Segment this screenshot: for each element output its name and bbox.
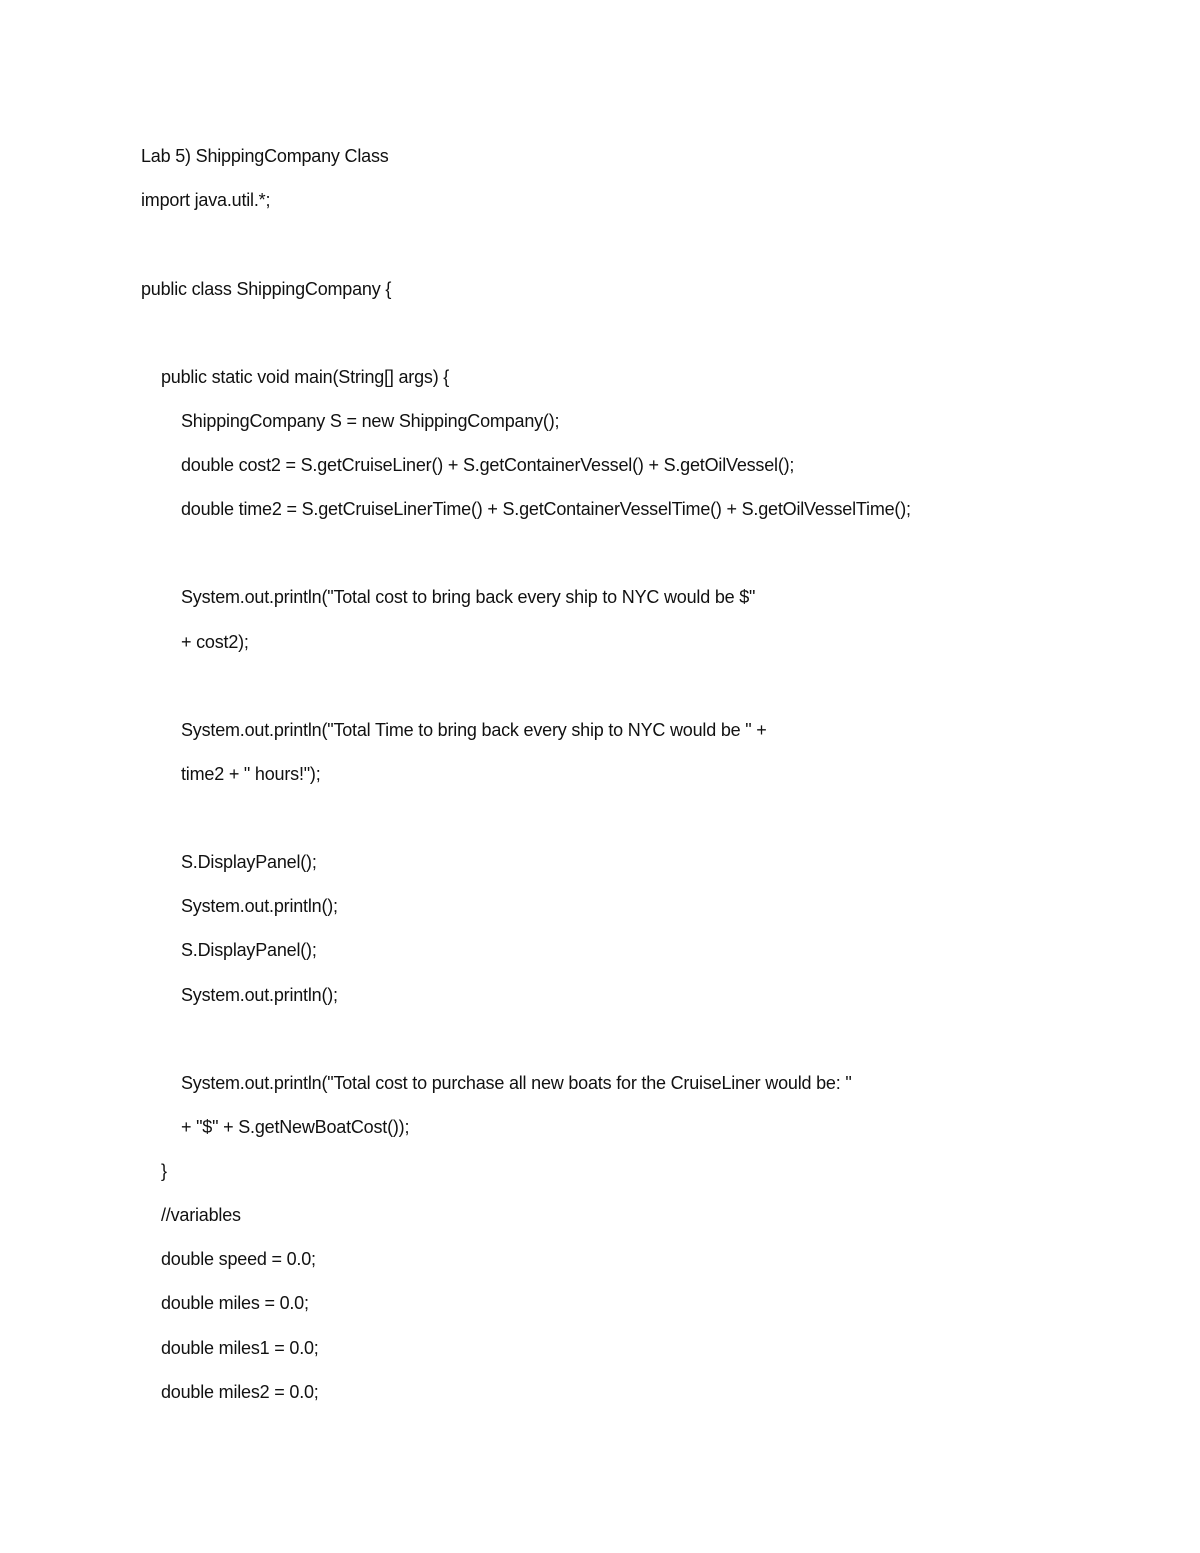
code-line-miles: double miles = 0.0;	[161, 1293, 309, 1313]
code-line-time: double time2 = S.getCruiseLinerTime() + S.getContainerVesselTime() + S.getOilVesselTime();	[181, 499, 911, 519]
code-line-print-time: System.out.println("Total Time to bring back every ship to NYC would be " +	[181, 720, 767, 740]
code-line-import: import java.util.*;	[141, 190, 271, 210]
code-line-print-cost: System.out.println("Total cost to bring back every ship to NYC would be $"	[181, 587, 756, 607]
code-line-close-brace: }	[161, 1161, 167, 1181]
code-line-print-cost-cont: + cost2);	[181, 632, 249, 652]
code-line-print-boat-cost: System.out.println("Total cost to purchase all new boats for the CruiseLiner would be: "	[181, 1073, 852, 1093]
code-line-speed: double speed = 0.0;	[161, 1249, 316, 1269]
code-line-main-method: public static void main(String[] args) {	[161, 367, 450, 387]
lab-title: Lab 5) ShippingCompany Class	[141, 146, 389, 166]
code-line-comment: //variables	[161, 1205, 241, 1225]
code-line-print-time-cont: time2 + " hours!");	[181, 764, 321, 784]
code-line-display-panel: S.DisplayPanel();	[181, 940, 317, 960]
code-line-println: System.out.println();	[181, 985, 338, 1005]
code-line-class-declaration: public class ShippingCompany {	[141, 279, 392, 299]
code-line-miles2: double miles2 = 0.0;	[161, 1382, 319, 1402]
code-line-display-panel: S.DisplayPanel();	[181, 852, 317, 872]
code-line-cost: double cost2 = S.getCruiseLiner() + S.getContainerVessel() + S.getOilVessel();	[181, 455, 795, 475]
code-line-instantiate: ShippingCompany S = new ShippingCompany();	[181, 411, 560, 431]
code-line-println: System.out.println();	[181, 896, 338, 916]
code-line-miles1: double miles1 = 0.0;	[161, 1338, 319, 1358]
code-line-print-boat-cost-cont: + "$" + S.getNewBoatCost());	[181, 1117, 410, 1137]
